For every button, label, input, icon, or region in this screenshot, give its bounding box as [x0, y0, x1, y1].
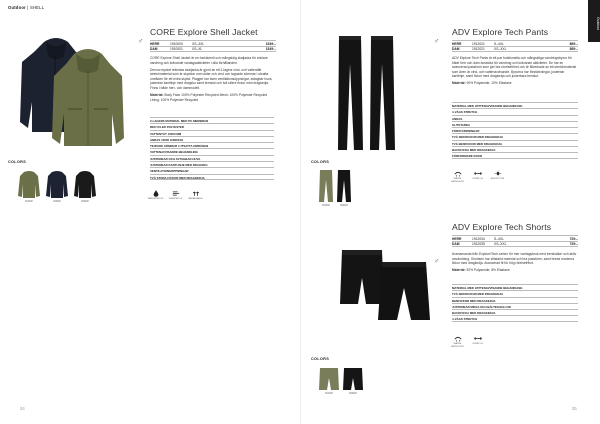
table-cell: DAM: [452, 47, 460, 51]
jacket-product-image: [18, 32, 126, 150]
jacket-feature-icons: [147, 190, 203, 201]
color-code: 999000: [349, 393, 357, 395]
feature-item: 4-VÄGS STRETCH: [452, 315, 578, 321]
color-swatch[interactable]: [319, 170, 333, 207]
feature-item: TEJPADE SÖMMAR I UTSATTA OMRÅDEN: [150, 142, 274, 148]
shorts-color-swatches: [319, 368, 363, 395]
table-cell: 1549:–: [265, 41, 276, 46]
pants-feature-list: [452, 102, 578, 159]
table-cell: 1910001: [170, 47, 183, 51]
shorts-back-pair: [340, 250, 384, 304]
table-cell: 1910000: [170, 41, 183, 46]
icon-label: BREATHABLE: [188, 198, 203, 200]
table-row: [452, 241, 578, 247]
shorts-description: [452, 252, 578, 275]
feature-item: 2-LAGERS MATERIAL MED PU-MEMBRAN: [150, 117, 274, 123]
icon-label: WATER REPELLENT: [451, 343, 464, 348]
shorts-feature-list: [452, 284, 578, 322]
pants-gender-icon: ♂: [434, 38, 440, 45]
color-swatch[interactable]: [73, 170, 97, 203]
swatch-jacket-navy: [45, 170, 69, 198]
table-cell: XS–3XL: [192, 41, 205, 46]
material-text: Body Face 100% Polyester Recycled Mesh: 100% Polyester Recycled Lining: 100% Polyester Recycled: [150, 93, 268, 102]
color-swatch[interactable]: [17, 170, 41, 203]
pants-price-table: [452, 40, 578, 52]
icon-label: STRETCH: [472, 343, 483, 345]
stretch-icon: [472, 170, 483, 183]
color-swatch[interactable]: [45, 170, 69, 203]
feature-item: VATTENAVVISANDE BEHANDLING: [150, 148, 274, 154]
color-code: 999000: [340, 205, 348, 207]
page-spine: [300, 0, 301, 424]
color-swatch[interactable]: [337, 170, 351, 207]
feature-item: ANDAS 10000 G/M2/24H: [150, 136, 274, 142]
breathable-icon: [190, 190, 201, 201]
shorts-colors-label: COLORS: [311, 357, 330, 361]
feature-item: TVÅ STORA FICKOR MED DRAGKEDJA: [150, 174, 274, 180]
feature-item: VATTENTÄT 10000 MM: [150, 130, 274, 136]
swatch-shorts-black: [343, 368, 363, 390]
table-cell: DAM: [150, 47, 158, 51]
jacket-feature-list: [150, 117, 274, 180]
swatch-pants-olive: [319, 170, 333, 202]
table-cell: HERR: [452, 41, 462, 46]
shorts-front-pair: [378, 262, 430, 320]
table-cell: 1912021: [472, 41, 485, 46]
swatch-pants-black: [337, 170, 351, 202]
feature-item: BACKFICKA MED DRAGKEDJA: [452, 309, 578, 315]
feature-item: ANDAS: [452, 115, 578, 121]
icon-label: WATER REPELLENT: [451, 178, 464, 183]
shorts-title: ADV Explore Tech Shorts: [452, 222, 552, 232]
table-cell: HERR: [452, 236, 462, 241]
jacket-description: [150, 56, 274, 105]
shorts-product-image: [340, 248, 430, 322]
table-row: [150, 40, 276, 46]
water-repellent-icon: [452, 170, 463, 183]
feature-item: BACKFICKA MED DRAGKEDJA: [452, 146, 578, 152]
feature-item: MATERIAL MED VATTENAVVISANDE BEHANDLING: [452, 284, 578, 290]
header-section: SHELL: [29, 5, 45, 10]
material-line: [150, 93, 274, 102]
swatch-jacket-black: [73, 170, 97, 198]
table-cell: HERR: [150, 41, 160, 46]
material-label: Material:: [452, 81, 466, 86]
table-cell: 899:–: [569, 41, 578, 46]
table-cell: S–4XL: [494, 41, 504, 46]
feature-item: FÖRSTÄRKNINGAR: [452, 127, 578, 133]
swatch-jacket-olive: [17, 170, 41, 198]
paragraph: ADV Explore Tech Pants är ett par funktionella och mångsidiga vandringsbyxor för både herr och dam avsedda för vandring och krävande aktiviteter. De har en avancerad passform som ger bra rörelsefrihet och är tillverkade av ett stretchmaterial som även är vind- och vattenavvisande. Byxorna har förstärkningar, justerbar kantlinje, samt fickor med dragkedja och justerbara benslut.: [452, 56, 577, 79]
table-cell: 1912035: [472, 242, 485, 246]
table-cell: 729:–: [569, 242, 578, 246]
pants-color-swatches: [319, 170, 351, 207]
swatch-shorts-olive: [319, 368, 339, 390]
material-text: 90% Polyamide, 10% Elastane: [466, 81, 512, 86]
material-label: Material:: [452, 268, 466, 273]
table-cell: 1912034: [472, 236, 485, 241]
color-code: 664000: [25, 201, 33, 203]
table-cell: 1912021: [472, 47, 485, 51]
feature-item: JUSTERBAR OCH AVTAGBAR HUVA: [150, 155, 274, 161]
feature-item: TVÅ BENFICKOR MED DRAGKEDJA: [452, 140, 578, 146]
table-row: [452, 40, 578, 46]
color-swatch[interactable]: [319, 368, 339, 395]
stretch-icon: [472, 335, 483, 348]
feature-item: TVÅ SIDOFICKOR MED DRAGKEDJA: [452, 290, 578, 296]
header-brand: Outdoor: [8, 5, 26, 10]
color-code: 999000: [81, 201, 89, 203]
paragraph: Ävenamanda från Explore/Tech-serien för mer vardagsbruk med trendsäker och aktiv användning. Shortsen har slitstarkt material och bra passform, samt breda moderna fickor med dragkedja. Avancerad fit för hög rörelsefrihet.: [452, 252, 577, 266]
feature-item: JUSTERBAR KANTLINJE MED DRAGSKO: [150, 161, 274, 167]
windproof-icon: [170, 190, 181, 201]
color-code: 664000: [325, 393, 333, 395]
color-code: 396000: [53, 201, 61, 203]
jacket-title: CORE Explore Shell Jacket: [150, 27, 258, 37]
table-cell: S–4XL: [494, 236, 504, 241]
pants-feature-icons: [452, 170, 503, 183]
side-tab: Outdoor: [588, 0, 600, 42]
feature-item: 4-VÄGS STRETCH: [452, 108, 578, 114]
color-code: 664000: [322, 205, 330, 207]
shorts-gender-icon: ♂: [434, 258, 440, 265]
feature-item: JUSTERBAR MIDJA OCH BÄLTESHÄLLOR: [452, 303, 578, 309]
table-cell: DAM: [452, 242, 460, 246]
jacket-color-swatches: [17, 170, 97, 203]
feature-item: SLITSTARKA: [452, 121, 578, 127]
table-cell: 729:–: [569, 236, 578, 241]
pants-product-image: [335, 34, 397, 152]
header-separator: |: [27, 5, 29, 10]
table-cell: 899:–: [569, 47, 578, 51]
water-repellent-icon: [452, 335, 463, 348]
shorts-price-table: [452, 235, 578, 247]
feature-item: TVÅ SIDOFICKOR MED DRAGKEDJA: [452, 133, 578, 139]
reflective-icon: [492, 170, 503, 183]
pants-title: ADV Explore Tech Pants: [452, 27, 549, 37]
feature-item: MATERIAL MED VATTENAVVISANDE BEHANDLING: [452, 102, 578, 108]
page-number-left: 34: [20, 406, 25, 411]
page-header: [8, 5, 44, 10]
pants-right-pair: [370, 36, 395, 150]
table-row: [150, 46, 276, 52]
table-cell: XS–XL: [192, 47, 203, 51]
icon-label: WATERPROOF: [147, 198, 164, 200]
feature-item: RECYCLED POLYESTER: [150, 123, 274, 129]
material-text: 92% Polyamide, 8% Elastane: [466, 268, 510, 273]
paragraph: CORE Explore Shell Jacket är en funktionell och mångsidig skaljacka för enklare vandring och krävande vardagsaktiviteter i alla förhållanden.: [150, 56, 268, 65]
jacket-colors-label: COLORS: [8, 160, 27, 164]
material-line: [452, 81, 578, 86]
shorts-feature-icons: [452, 335, 483, 348]
paragraph: Denna mycket tekniska skaljacka är gjord av ett 2-lagers vind- och vattentätt stretchmaterial som är skyddar mot väder och vind och tappade sömmar i utsatta områden för ett extra skydd. Plagget har även ventilationsöppningar, avtagbar huva, justerbar kantlinje med dragsko samt ärmslut och två större fickor med dragkedja. Finns i både herr- och dammodell.: [150, 67, 273, 91]
pants-colors-label: COLORS: [311, 160, 330, 164]
waterproof-icon: [147, 190, 164, 201]
feature-item: BENFICKOR MED DRAGKEDJA: [452, 297, 578, 303]
pants-description: [452, 56, 578, 89]
table-cell: XS–XXL: [494, 242, 507, 246]
table-row: [452, 46, 578, 52]
feature-item: VENTILATIONSÖPPNINGAR: [150, 167, 274, 173]
table-cell: 1549:–: [265, 47, 276, 51]
pants-left-pair: [338, 36, 363, 150]
color-swatch[interactable]: [343, 368, 363, 395]
icon-label: REFLECTIVE: [490, 178, 505, 180]
icon-label: WINDPROOF: [168, 198, 183, 200]
jacket-gender-icon: ♂: [138, 38, 144, 45]
table-cell: XS–XXL: [494, 47, 507, 51]
material-line: [452, 268, 578, 273]
jacket-price-table: [150, 40, 276, 52]
feature-item: FÖRFORMADE KNÄN: [452, 152, 578, 158]
material-label: Material:: [150, 93, 164, 98]
table-row: [452, 235, 578, 241]
icon-label: STRETCH: [472, 178, 483, 180]
page-number-right: 35: [572, 406, 577, 411]
